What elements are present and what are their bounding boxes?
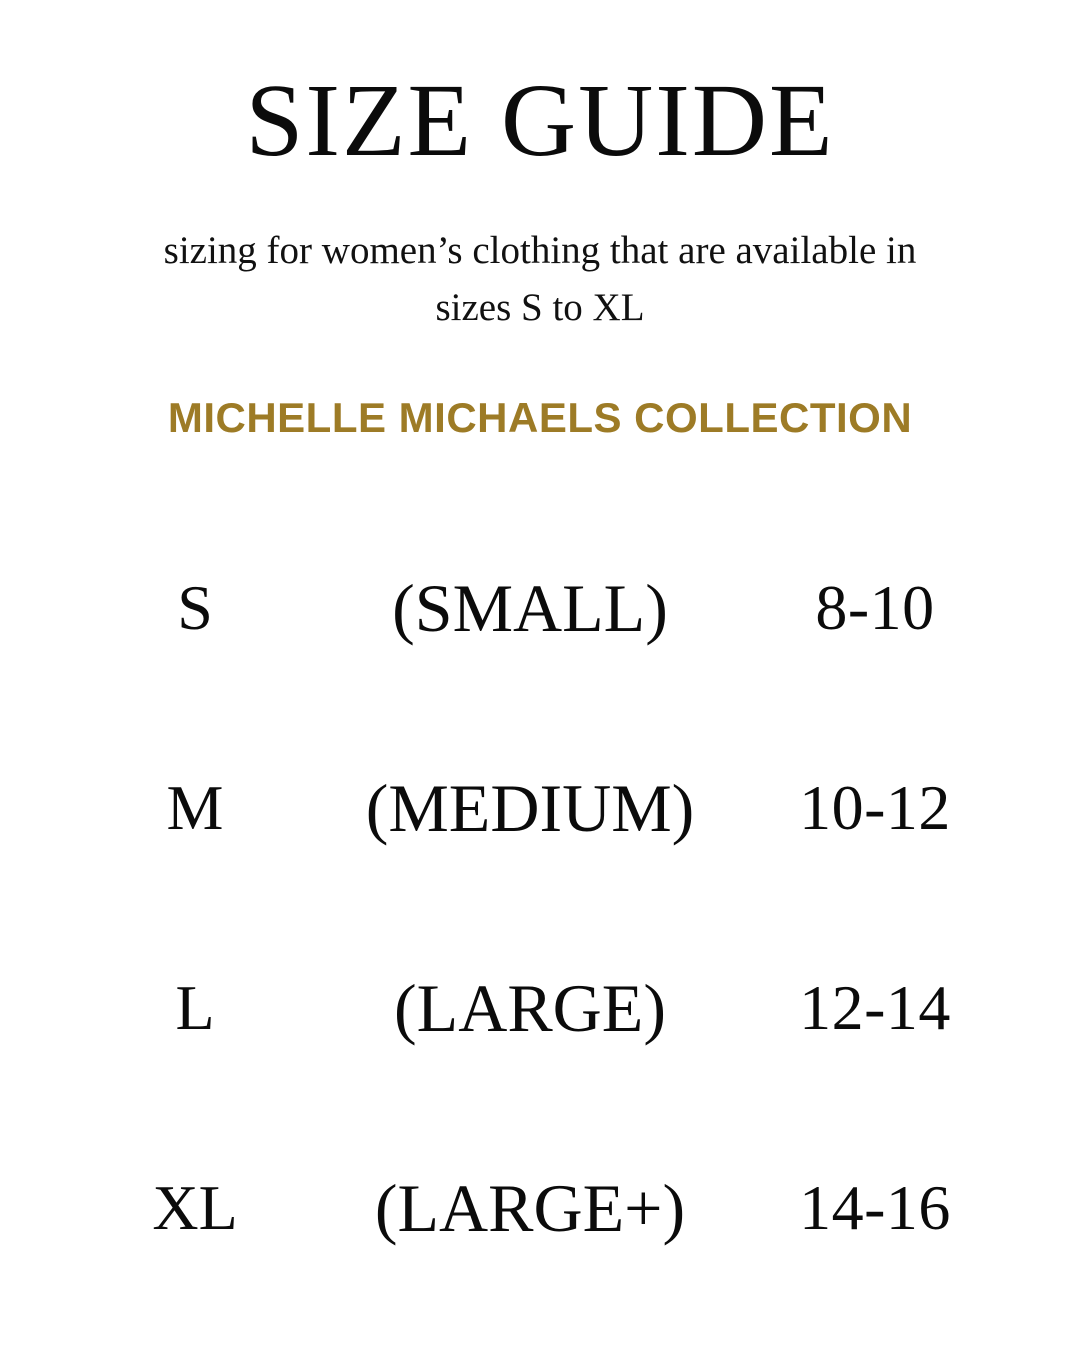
size-code: XL [152, 1172, 238, 1244]
size-name: (MEDIUM) [365, 770, 695, 847]
size-name: (SMALL) [392, 570, 668, 647]
page-subtitle: sizing for women’s clothing that are available in sizes S to XL [163, 229, 917, 329]
size-code: M [166, 772, 224, 844]
size-table [60, 508, 1020, 1308]
size-range: 8-10 [815, 572, 935, 644]
size-name: (LARGE+) [374, 1170, 686, 1247]
table-row [60, 1108, 1020, 1308]
table-row [60, 508, 1020, 708]
size-code: L [175, 972, 215, 1044]
size-range: 10-12 [799, 772, 951, 844]
page-title: SIZE GUIDE [245, 63, 835, 178]
table-row [60, 708, 1020, 908]
size-name: (LARGE) [394, 970, 666, 1047]
table-row [60, 908, 1020, 1108]
size-code: S [177, 572, 213, 644]
brand-name: MICHELLE MICHAELS COLLECTION [167, 394, 913, 442]
size-range: 14-16 [799, 1172, 951, 1244]
size-range: 12-14 [799, 972, 951, 1044]
